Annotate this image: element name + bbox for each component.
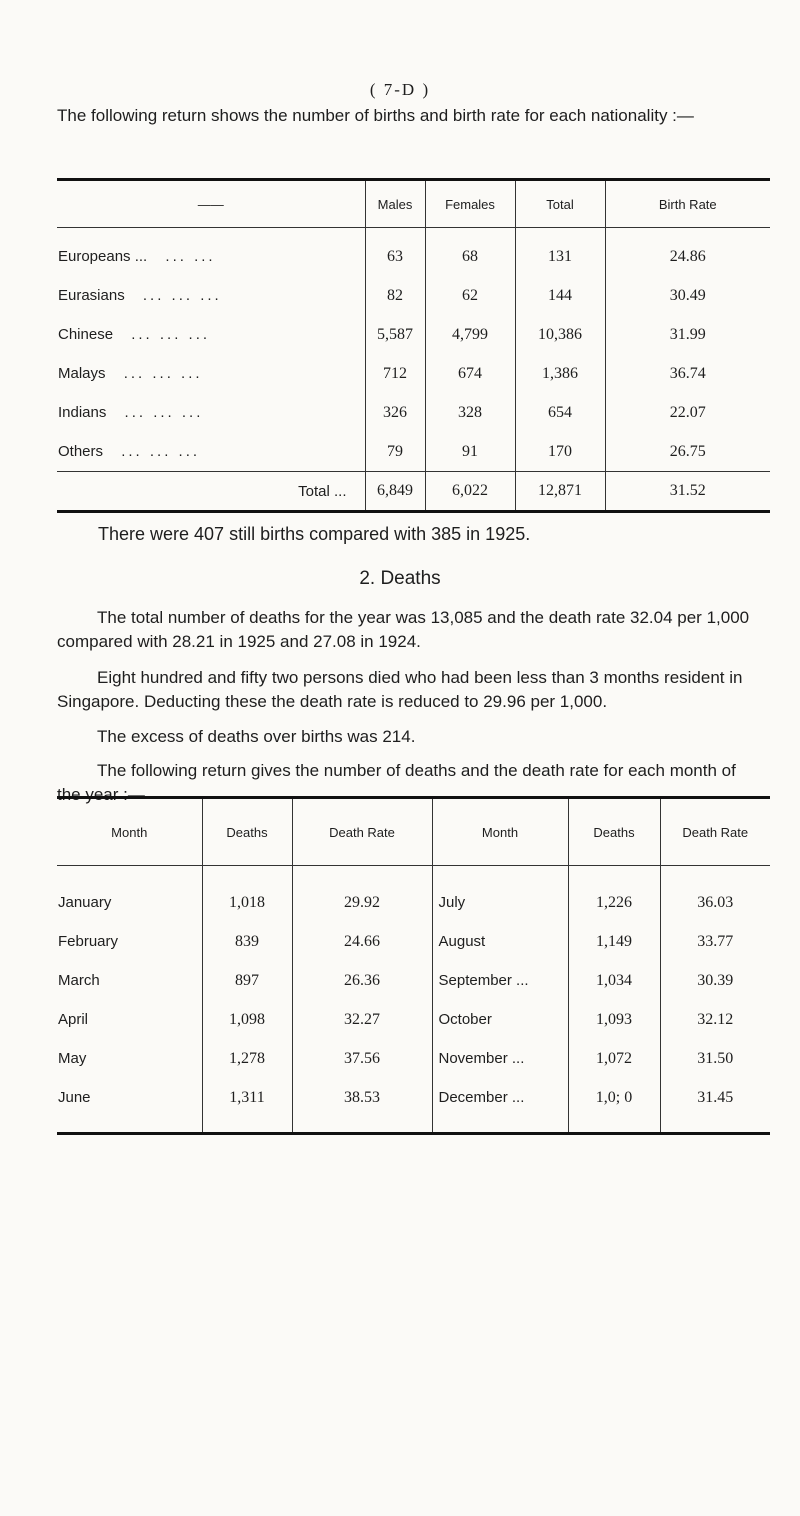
deaths-header-rate-2: Death Rate — [660, 798, 770, 866]
nationality-label: Others — [58, 443, 104, 460]
deaths-paragraph-2: Eight hundred and fifty two persons died who had been less than 3 months resident in Singapore. Deducting these the death rate is reduced to 29.96 per 1,000. — [57, 668, 743, 711]
death-rate-cell: 36.03 — [660, 866, 770, 923]
deaths-paragraph-3: The excess of deaths over births was 214. — [97, 727, 416, 746]
deaths-row — [57, 1078, 770, 1134]
death-rate-cell: 24.66 — [292, 922, 432, 961]
deaths-cell: 1,278 — [202, 1039, 292, 1078]
females-cell: 4,799 — [425, 315, 515, 354]
deaths-table — [57, 796, 770, 1135]
death-rate-cell: 32.12 — [660, 1000, 770, 1039]
deaths-row — [57, 961, 770, 1000]
leader-dots: ... ... ... — [142, 287, 222, 304]
leader-dots: ... ... — [165, 248, 216, 265]
deaths-cell: 1,149 — [568, 922, 660, 961]
page-header: ( 7-D ) — [369, 80, 431, 99]
death-rate-cell: 26.36 — [292, 961, 432, 1000]
births-header-blank: —— — [57, 180, 365, 228]
intro-text: The following return shows the number of births and birth rate for each nationality :— — [57, 106, 694, 125]
month-cell: March — [58, 972, 100, 989]
month-cell: November ... — [432, 1039, 568, 1078]
births-row — [57, 393, 770, 432]
death-rate-cell: 30.39 — [660, 961, 770, 1000]
deaths-cell: 1,018 — [202, 866, 292, 923]
births-label-cell — [57, 432, 365, 472]
deaths-cell: 1,093 — [568, 1000, 660, 1039]
births-total-rate: 31.52 — [605, 472, 770, 512]
births-label-cell — [57, 276, 365, 315]
month-cell: February — [58, 933, 119, 950]
males-cell: 63 — [365, 228, 425, 277]
births-row — [57, 276, 770, 315]
month-cell: October — [432, 1000, 568, 1039]
month-cell: July — [432, 866, 568, 923]
deaths-header-rate-1: Death Rate — [292, 798, 432, 866]
deaths-row — [57, 1039, 770, 1078]
births-header-males: Males — [365, 180, 425, 228]
deaths-paragraph-4: The following return gives the number of deaths and the death rate for each month of the year :— — [57, 761, 736, 804]
month-cell: August — [432, 922, 568, 961]
death-rate-cell: 31.50 — [660, 1039, 770, 1078]
deaths-cell: 839 — [202, 922, 292, 961]
births-label-cell — [57, 393, 365, 432]
births-header-females: Females — [425, 180, 515, 228]
deaths-cell: 1,034 — [568, 961, 660, 1000]
total-cell: 170 — [515, 432, 605, 472]
leader-dots: ... ... ... — [123, 365, 203, 382]
nationality-label: Indians — [58, 404, 107, 421]
births-label-cell — [57, 228, 365, 277]
deaths-cell: 1,072 — [568, 1039, 660, 1078]
month-cell: April — [58, 1011, 89, 1028]
month-cell: May — [58, 1050, 87, 1067]
birth-rate-cell: 26.75 — [605, 432, 770, 472]
births-label-cell — [57, 315, 365, 354]
total-cell: 1,386 — [515, 354, 605, 393]
deaths-header-month-1: Month — [57, 798, 202, 866]
deaths-cell: 1,226 — [568, 866, 660, 923]
month-cell: September ... — [432, 961, 568, 1000]
males-cell: 79 — [365, 432, 425, 472]
deaths-paragraph-1: The total number of deaths for the year was 13,085 and the death rate 32.04 per 1,000 compared with 28.21 in 1925 and 27.08 in 1924. — [57, 608, 750, 651]
nationality-label: Eurasians — [58, 287, 125, 304]
females-cell: 68 — [425, 228, 515, 277]
births-total-total: 12,871 — [515, 472, 605, 512]
births-total-females: 6,022 — [425, 472, 515, 512]
deaths-cell: 1,0; 0 — [568, 1078, 660, 1134]
total-cell: 654 — [515, 393, 605, 432]
males-cell: 712 — [365, 354, 425, 393]
birth-rate-cell: 30.49 — [605, 276, 770, 315]
total-cell: 10,386 — [515, 315, 605, 354]
births-row — [57, 432, 770, 472]
births-header-rate: Birth Rate — [605, 180, 770, 228]
death-rate-cell: 37.56 — [292, 1039, 432, 1078]
month-cell: June — [57, 1078, 202, 1134]
deaths-header-row — [57, 798, 770, 866]
males-cell: 82 — [365, 276, 425, 315]
total-cell: 131 — [515, 228, 605, 277]
births-total-label: Total ... — [57, 472, 365, 512]
leader-dots: ... ... ... — [121, 443, 201, 460]
leader-dots: ... ... ... — [124, 404, 204, 421]
births-label-cell — [57, 354, 365, 393]
deaths-cell: 897 — [202, 961, 292, 1000]
deaths-header-deaths-1: Deaths — [202, 798, 292, 866]
death-rate-cell: 32.27 — [292, 1000, 432, 1039]
death-rate-cell: 33.77 — [660, 922, 770, 961]
nationality-label: Chinese — [58, 326, 114, 343]
females-cell: 91 — [425, 432, 515, 472]
deaths-row — [57, 922, 770, 961]
births-header-total: Total — [515, 180, 605, 228]
births-table — [57, 178, 770, 513]
males-cell: 326 — [365, 393, 425, 432]
birth-rate-cell: 24.86 — [605, 228, 770, 277]
total-cell: 144 — [515, 276, 605, 315]
deaths-header-deaths-2: Deaths — [568, 798, 660, 866]
births-row — [57, 228, 770, 277]
nationality-label: Europeans ... — [58, 248, 148, 265]
deaths-header-month-2: Month — [432, 798, 568, 866]
still-births-text: There were 407 still births compared with 385 in 1925. — [98, 524, 531, 544]
month-cell: December ... — [432, 1078, 568, 1134]
deaths-row — [57, 1000, 770, 1039]
births-row — [57, 354, 770, 393]
births-row — [57, 315, 770, 354]
birth-rate-cell: 36.74 — [605, 354, 770, 393]
deaths-cell: 1,311 — [202, 1078, 292, 1134]
death-rate-cell: 38.53 — [292, 1078, 432, 1134]
birth-rate-cell: 31.99 — [605, 315, 770, 354]
deaths-row — [57, 866, 770, 923]
births-total-males: 6,849 — [365, 472, 425, 512]
section-title: 2. Deaths — [359, 568, 441, 589]
males-cell: 5,587 — [365, 315, 425, 354]
females-cell: 674 — [425, 354, 515, 393]
month-cell: January — [58, 894, 112, 911]
birth-rate-cell: 22.07 — [605, 393, 770, 432]
death-rate-cell: 29.92 — [292, 866, 432, 923]
death-rate-cell: 31.45 — [660, 1078, 770, 1134]
leader-dots: ... ... ... — [131, 326, 211, 343]
births-total-row — [57, 472, 770, 512]
births-header-row — [57, 180, 770, 228]
females-cell: 62 — [425, 276, 515, 315]
nationality-label: Malays — [58, 365, 106, 382]
deaths-cell: 1,098 — [202, 1000, 292, 1039]
females-cell: 328 — [425, 393, 515, 432]
